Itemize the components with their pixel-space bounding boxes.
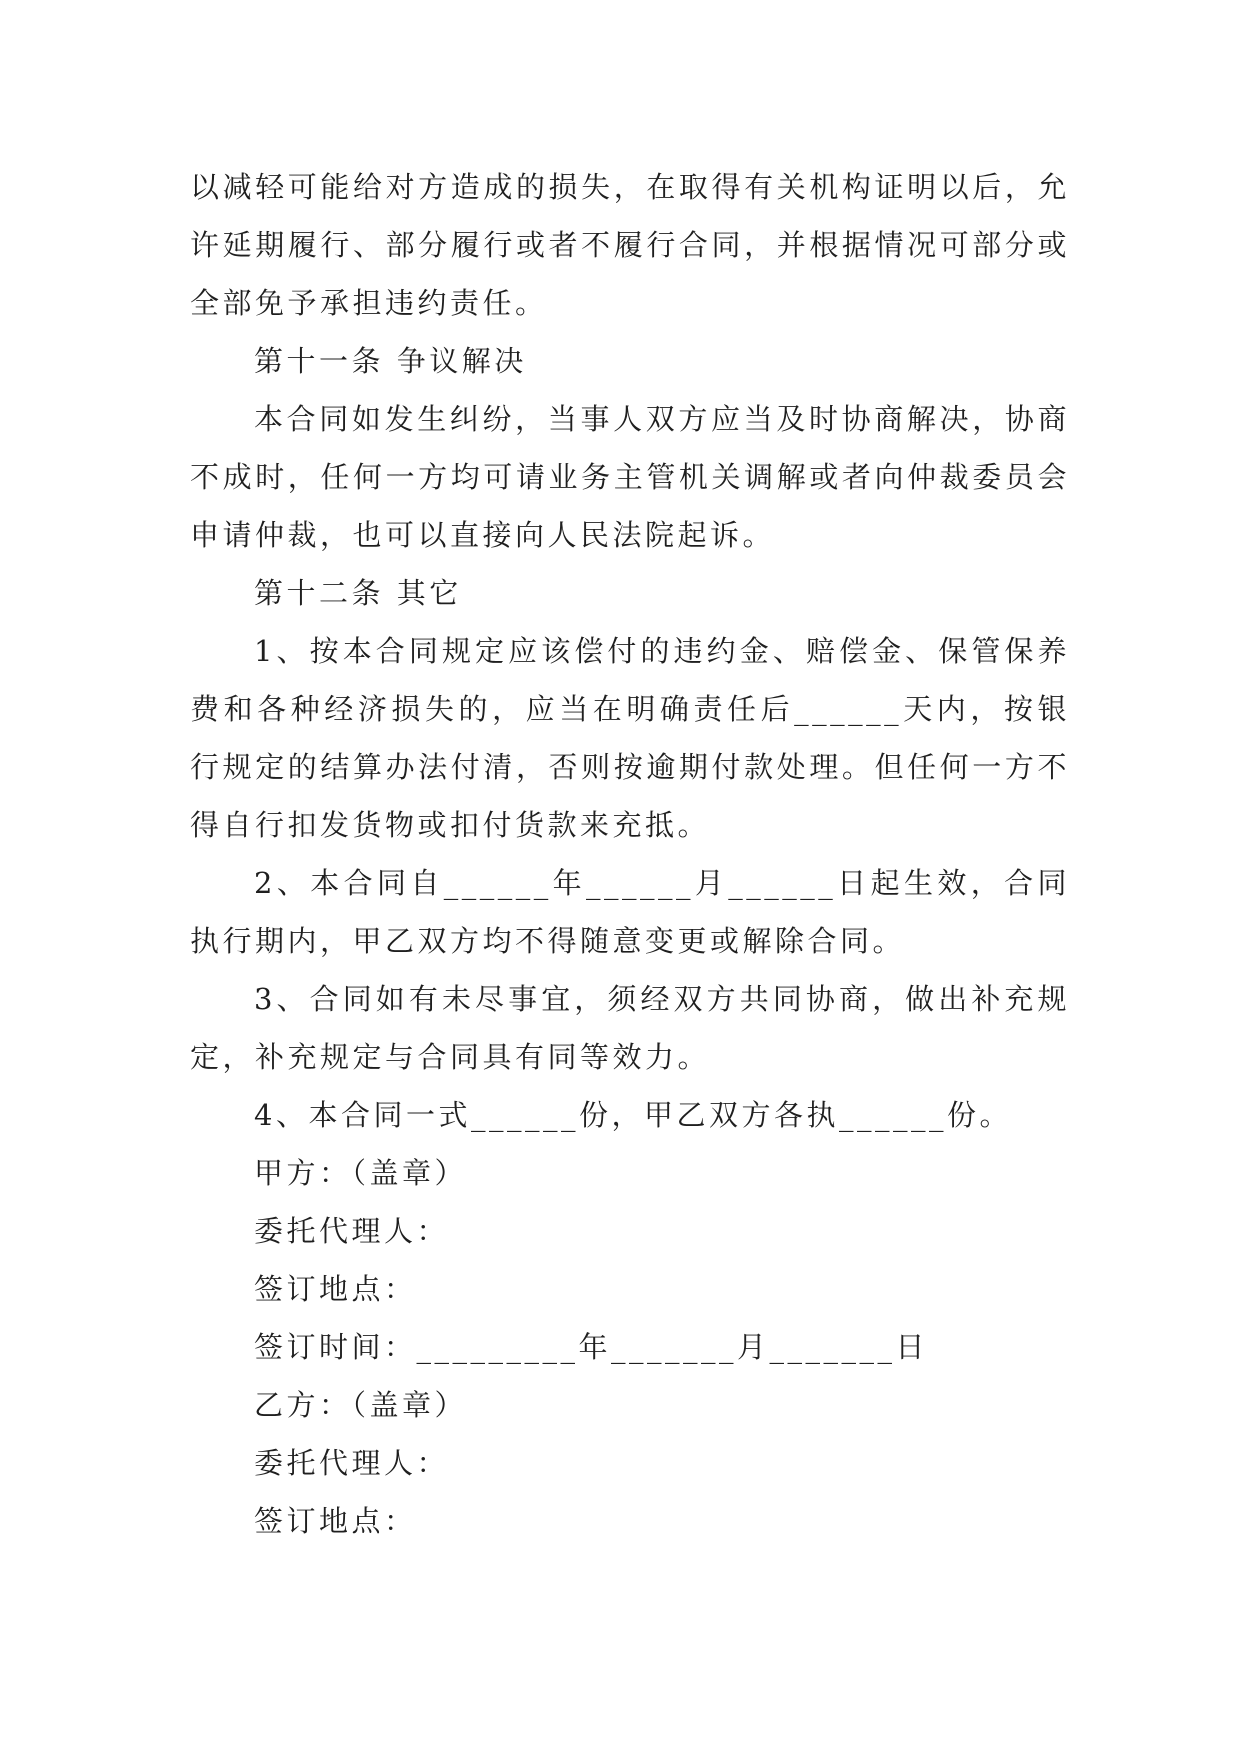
paragraph-force-majeure-continuation: 以减轻可能给对方造成的损失，在取得有关机构证明以后，允许延期履行、部分履行或者不履行合同，并根据情况可部分或全部免予承担违约责任。 [190, 170, 1070, 320]
heading-article-11: 第十一条 争议解决 [254, 344, 527, 378]
party-b-place-line: 签订地点： [254, 1504, 417, 1538]
party-b-agent-line: 委托代理人： [254, 1446, 450, 1480]
party-a-agent-line: 委托代理人： [254, 1214, 450, 1248]
signing-time-line: 签订时间：_________年_______月_______日 [254, 1330, 929, 1364]
clause-4-copies: 4、本合同一式______份，甲乙双方各执______份。 [254, 1098, 1012, 1132]
party-a-seal-line: 甲方：（盖章） [254, 1156, 468, 1190]
party-b-seal-line: 乙方：（盖章） [254, 1388, 468, 1422]
heading-article-12: 第十二条 其它 [254, 576, 462, 610]
clause-2-effective-date: 2、本合同自______年______月______日起生效，合同执行期内，甲乙双方均不得随意变更或解除合同。 [190, 866, 1070, 958]
clause-1-payment: 1、按本合同规定应该偿付的违约金、赔偿金、保管保养费和各种经济损失的，应当在明确责任后______天内，按银行规定的结算办法付清，否则按逾期付款处理。但任何一方不得自行扣发货物或扣付货款来充抵。 [190, 634, 1070, 842]
clause-3-supplementary: 3、合同如有未尽事宜，须经双方共同协商，做出补充规定，补充规定与合同具有同等效力。 [190, 982, 1070, 1074]
party-a-place-line: 签订地点： [254, 1272, 417, 1306]
document-body [190, 158, 1070, 1550]
paragraph-dispute-resolution: 本合同如发生纠纷，当事人双方应当及时协商解决，协商不成时，任何一方均可请业务主管机关调解或者向仲裁委员会申请仲裁，也可以直接向人民法院起诉。 [190, 402, 1070, 552]
